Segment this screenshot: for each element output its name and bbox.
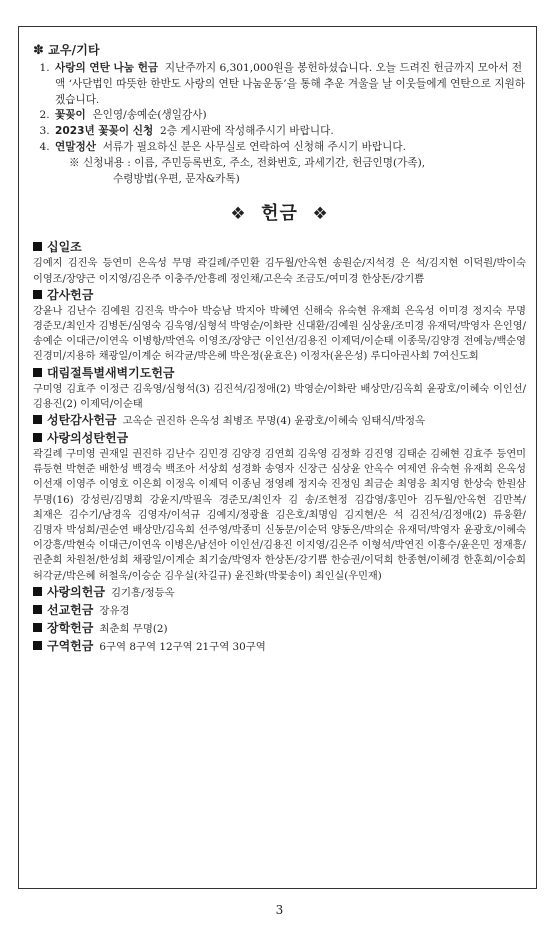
misc-section-title: 교우/기타 — [48, 43, 100, 57]
diamond-cluster-icon: ❖ — [312, 204, 329, 225]
offering-category-christmas-love — [33, 430, 526, 584]
category-inline-names: 김기흥/정등옥 — [110, 586, 175, 599]
square-bullet-icon — [33, 415, 42, 424]
category-title: 감사헌금 — [47, 287, 94, 302]
tax-note-line-2: 수령방법(우편, 문자&카톡) — [113, 172, 240, 185]
misc-item-briquette — [53, 61, 526, 108]
category-title: 선교헌금 — [47, 602, 94, 617]
category-names: 구미영 김효주 이정근 김욱영/심형석(3) 김진석/김정애(2) 박영순/이화란 배상만/김옥희 윤광호/이혜숙 이인선/김용진(2) 이제덕/이순태 — [33, 383, 526, 410]
misc-item-flower-signup — [53, 124, 526, 140]
tax-note — [55, 156, 526, 188]
square-bullet-icon — [33, 623, 42, 632]
misc-section-heading — [33, 41, 526, 58]
category-heading — [33, 430, 526, 447]
category-title: 구역헌금 — [47, 638, 94, 653]
tax-note-line-1: ※ 신청내용 : 이름, 주민등록번호, 주소, 전화번호, 과세기간, 헌금인명(가족), — [69, 156, 426, 169]
category-title: 성탄감사헌금 — [47, 413, 117, 427]
category-heading — [33, 239, 526, 256]
offering-category-love — [33, 584, 526, 602]
square-bullet-icon — [33, 641, 42, 650]
offering-category-scholarship — [33, 620, 526, 638]
misc-item-label: 사랑의 연탄 나눔 헌금 — [55, 62, 159, 74]
offering-heading — [33, 199, 526, 225]
category-heading — [33, 638, 526, 656]
misc-item-label: 2023년 꽃꽂이 신청 — [55, 125, 154, 138]
square-bullet-icon — [33, 242, 42, 251]
category-names: 곽길례 구미영 권재일 권진하 김난수 김민경 김양경 김연희 김욱영 김정화 김진영 김태순 김혜현 김효주 등연미 류등현 박현준 배한성 백경숙 백조아 서상희 성경화 송영자 신장근 심상윤 안옥수 여제연 유숙현 유재희 은옥성 이선재 이영주 이영호 이은희 이정옥 이제덕 이종님 정영례 정지숙 진정임 최금순 최영응 최지영 한상숙 한원삼 무명(16) 강성린/김명희 강윤지/박필옥 경준모/최인자 김 송/조현정 김갑영/홍민아 김두월/안옥현 김만복/최재은 김수기/남경옥 김영자/이석규 김예지/정광율 김은호/최명임 김지현/은 석 김진석/김정애(2) 류웅환/김명자 박성희/권순연 배상만/김옥희 선주영/박종미 신동문/이순덕 양동은/박의순 유재덕/박영자 윤광호/이혜숙 이강흥/박현숙 이대근/이연옥 이병은/남선아 이인선/김용진 이지영/김은주 이형석/박연진 이흥수/윤은민 정재흥/권춘희 차원천/한성희 채광일/이계순 최기술/박영자 한상돈/강기쁨 한승권/이덕희 한종현/이혜경 한훈희/이승희 허각균/박은혜 허철욱/이승순 김우실(차길규) 윤진화(박꽃송이) 최인실(우민재) — [33, 449, 526, 582]
category-title: 사랑의성탄헌금 — [47, 431, 129, 445]
misc-item-text: 2층 게시판에 작성해주시기 바랍니다. — [160, 125, 334, 138]
category-title: 장학헌금 — [47, 620, 94, 635]
category-inline-names: 최춘희 무명(2) — [99, 622, 168, 635]
offering-category-advent-dawn — [33, 365, 526, 412]
misc-item-flowers — [53, 108, 526, 124]
category-title: 사랑의헌금 — [47, 584, 105, 599]
page-number: 3 — [275, 903, 284, 917]
category-names: 강윤나 김난수 김예원 김진욱 박수아 박승남 박지아 박혜연 신해숙 유숙현 유재희 은옥성 이미경 정지숙 무명 경준모/최인자 김병돈/심영숙 김욱영/심형석 박영순/이화란 신대환/김예원 심상윤/조미경 유재덕/박영자 은인영/송예순 이대근/이연옥 이병항/박연옥 이영조/장양근 이인선/김용진 이제덕/이순태 이종묵/김양경 전예능/백순영 진경미/지용하 채광일/이계순 허각균/박은혜 박은정(윤효은) 이정자(윤은성) 루디아권사회 7여신도회 — [33, 305, 526, 363]
offering-category-district — [33, 638, 526, 656]
asterisk-star-icon: ✽ — [33, 43, 45, 58]
category-heading — [33, 584, 526, 602]
category-title: 십일조 — [47, 240, 82, 255]
category-inline-names: 장유경 — [99, 604, 130, 617]
square-bullet-icon — [33, 605, 42, 614]
category-inline-names: 고옥순 권진하 은옥성 최병조 무명(4) 윤광호/이혜숙 임태식/박정옥 — [122, 415, 426, 427]
bulletin-frame — [18, 26, 537, 889]
square-bullet-icon — [33, 433, 42, 442]
category-heading — [33, 365, 526, 382]
misc-item-text: 은인영/송예순(생일감사) — [92, 109, 207, 122]
category-heading — [33, 412, 526, 430]
category-title: 대림절특별새벽기도헌금 — [47, 365, 175, 380]
category-inline-names: 6구역 8구역 12구역 21구역 30구역 — [99, 640, 266, 653]
diamond-cluster-icon: ❖ — [230, 204, 247, 225]
misc-item-label: 꽃꽂이 — [55, 109, 86, 122]
category-heading — [33, 620, 526, 638]
offering-category-tithe — [33, 239, 526, 286]
bulletin-content — [33, 41, 526, 656]
offering-category-mission — [33, 602, 526, 620]
offering-title: 헌금 — [261, 203, 298, 225]
square-bullet-icon — [33, 290, 42, 299]
misc-item-text: 지난주까지 6,301,000원을 봉헌하셨습니다. 오늘 드려진 헌금까지 모아서 전액 ‘사단법인 따뜻한 한반도 사랑의 연탄 나눔운동’을 통해 추운 겨울을 날 이웃들에게 연탄으로 지원하겠습니다. — [55, 62, 526, 106]
offering-category-thanks — [33, 287, 526, 365]
category-heading — [33, 602, 526, 620]
misc-item-tax — [53, 140, 526, 187]
misc-item-label: 연말정산 — [55, 140, 96, 153]
misc-item-text: 서류가 필요하신 분은 사무실로 연락하여 신청해 주시기 바랍니다. — [102, 140, 406, 153]
category-heading — [33, 287, 526, 304]
square-bullet-icon — [33, 587, 42, 596]
offering-category-christmas-thanks — [33, 412, 526, 430]
category-names: 김예지 김진욱 등연미 은옥성 무명 곽길례/주민환 김두월/안옥현 송원순/지석경 은 석/김지현 이덕원/박이숙 이영조/장양근 이지영/김은주 이충주/안흥례 정인채/고은숙 조금도/여미경 한상돈/강기쁨 — [33, 258, 526, 285]
misc-item-list — [33, 61, 526, 187]
square-bullet-icon — [33, 368, 42, 377]
